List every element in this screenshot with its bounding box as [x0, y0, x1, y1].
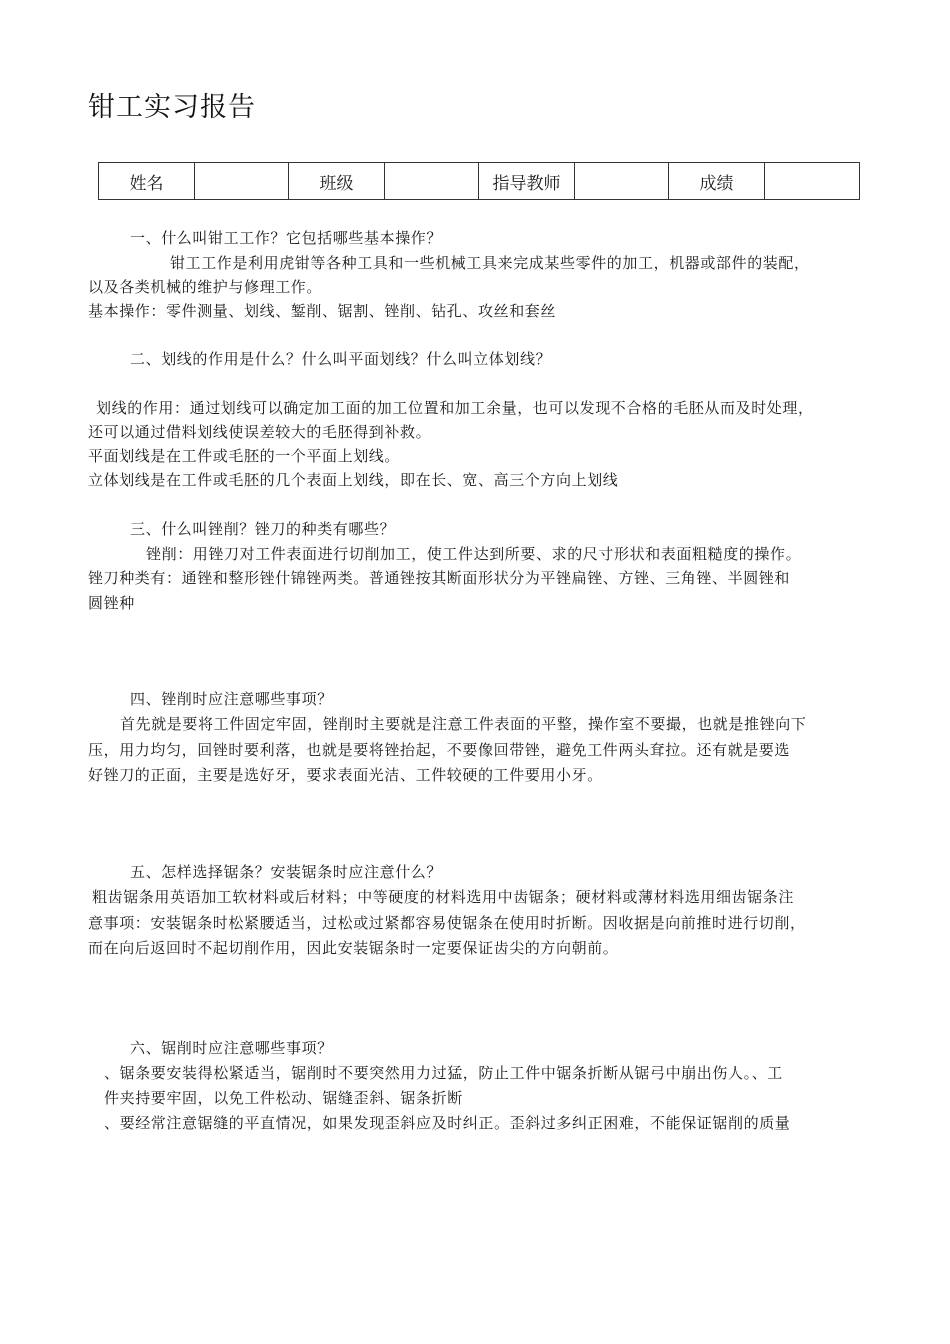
section-2-answer-line-2: 还可以通过借料划线使误差较大的毛胚得到补救。	[88, 423, 432, 441]
section-3-question: 三、什么叫锉削？锉刀的种类有哪些？	[130, 520, 396, 538]
section-1-question: 一、什么叫钳工工作？它包括哪些基本操作？	[130, 229, 443, 247]
section-5-question: 五、怎样选择锯条？安装锯条时应注意什么？	[130, 863, 443, 881]
section-1-answer-line-2: 以及各类机械的维护与修理工作。	[88, 278, 323, 296]
section-2-answer-line-4: 立体划线是在工件或毛胚的几个表面上划线，即在长、宽、高三个方向上划线	[88, 471, 619, 489]
name-label: 姓名	[99, 163, 195, 200]
section-2-answer-line-3: 平面划线是在工件或毛胚的一个平面上划线。	[88, 447, 401, 465]
section-4-question: 四、锉削时应注意哪些事项？	[130, 690, 333, 708]
info-row	[99, 163, 860, 200]
teacher-label: 指导教师	[479, 163, 575, 200]
section-1-answer-line-3: 基本操作：零件测量、划线、錾削、锯割、锉削、钻孔、攻丝和套丝	[88, 302, 557, 320]
section-2-answer-line-1: 划线的作用：通过划线可以确定加工面的加工位置和加工余量，也可以发现不合格的毛胚从而及时处理，	[96, 399, 814, 417]
section-4-answer-line-1: 首先就是要将工件固定牢固，锉削时主要就是注意工件表面的平整，操作室不要撮，也就是推锉向下	[120, 715, 807, 733]
section-4-answer-line-2: 压，用力均匀，回锉时要利落，也就是要将锉抬起，不要像回带锉，避免工件两头耷拉。还有就是要选	[88, 741, 791, 759]
name-value-cell[interactable]	[195, 163, 289, 200]
document-title: 钳工实习报告	[88, 92, 256, 123]
section-6-question: 六、锯削时应注意哪些事项？	[130, 1039, 333, 1057]
section-3-answer-line-3: 圆锉种	[88, 594, 135, 612]
section-1-answer-line-1: 钳工工作是利用虎钳等各种工具和一些机械工具来完成某些零件的加工，机器或部件的装配，	[170, 254, 810, 272]
class-value-cell[interactable]	[385, 163, 479, 200]
section-5-answer-line-3: 而在向后返回时不起切削作用，因此安装锯条时一定要保证齿尖的方向朝前。	[88, 939, 619, 957]
section-4-answer-line-3: 好锉刀的正面，主要是选好牙，要求表面光洁、工件较硬的工件要用小牙。	[88, 766, 603, 784]
section-5-answer-line-2: 意事项：安装锯条时松紧腰适当，过松或过紧都容易使锯条在使用时折断。因收据是向前推时进行切削，	[88, 914, 806, 932]
class-label: 班级	[289, 163, 385, 200]
section-6-answer-line-1: 、锯条要安装得松紧适当，锯削时不要突然用力过猛，防止工件中锯条折断从锯弓中崩出伤人。、工	[104, 1064, 783, 1082]
section-6-answer-line-2: 件夹持要牢固，以免工件松动、锯缝歪斜、锯条折断	[104, 1089, 463, 1107]
section-3-answer-line-1: 锉削：用锉刀对工件表面进行切削加工，使工件达到所要、求的尺寸形状和表面粗糙度的操作。	[146, 545, 802, 563]
teacher-value-cell[interactable]	[575, 163, 669, 200]
section-5-answer-line-1: 粗齿锯条用英语加工软材料或后材料；中等硬度的材料选用中齿锯条；硬材料或薄材料选用细齿锯条注	[92, 888, 795, 906]
student-info-table	[98, 162, 860, 200]
grade-value-cell[interactable]	[765, 163, 860, 200]
section-6-answer-line-3: 、要经常注意锯缝的平直情况，如果发现歪斜应及时纠正。歪斜过多纠正困难，不能保证锯削的质量	[104, 1114, 791, 1132]
section-3-answer-line-2: 锉刀种类有：通锉和整形锉什锦锉两类。普通锉按其断面形状分为平锉扁锉、方锉、三角锉、半圆锉和	[88, 569, 791, 587]
section-2-question: 二、划线的作用是什么？什么叫平面划线？什么叫立体划线？	[130, 350, 552, 368]
grade-label: 成绩	[669, 163, 765, 200]
